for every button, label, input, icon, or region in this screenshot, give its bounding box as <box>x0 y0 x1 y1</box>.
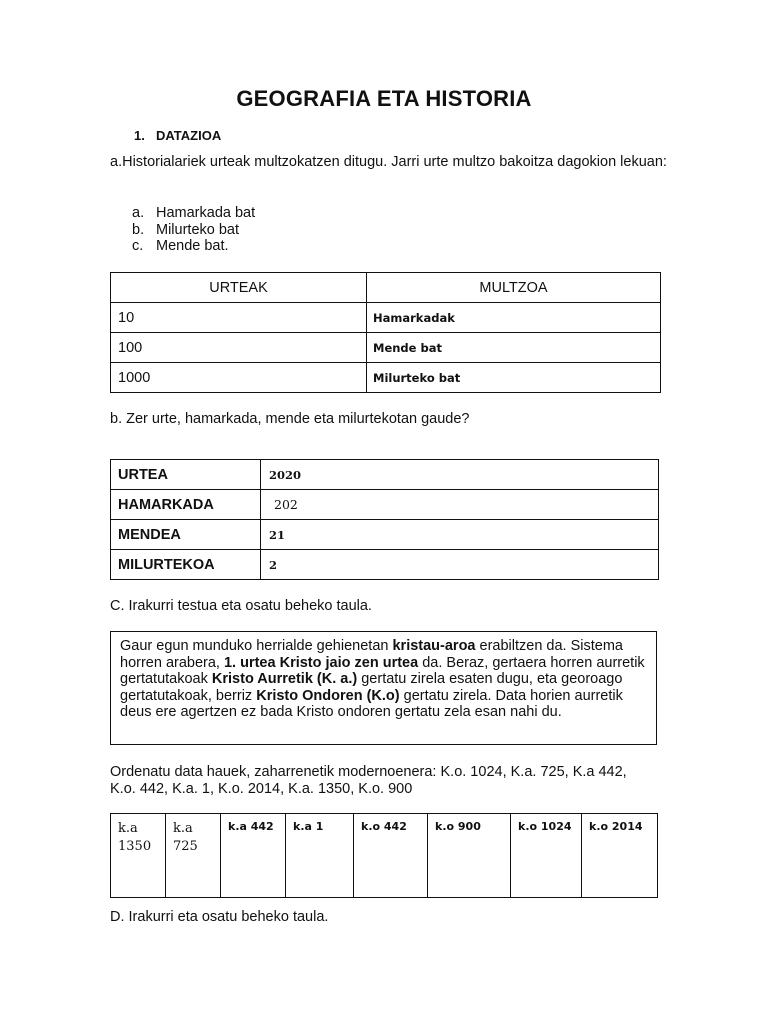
years-cell: 1000 <box>111 363 367 393</box>
date-cell[interactable]: k.o 2014 <box>582 814 658 898</box>
page-title: GEOGRAFIA ETA HISTORIA <box>236 86 532 111</box>
list-item: c. Mende bat. <box>132 238 229 254</box>
answer-cell[interactable]: 2 <box>261 550 659 580</box>
instruction-d: D. Irakurri eta osatu beheko taula. <box>110 909 329 925</box>
date-cell[interactable]: k.o 1024 <box>511 814 582 898</box>
table-row <box>111 460 659 490</box>
date-cell[interactable]: k.a 1 <box>286 814 354 898</box>
date-cell[interactable]: k.a 1350 <box>111 814 166 898</box>
table-row <box>111 303 661 333</box>
intro-a: a.Historialariek urteak multzokatzen ditugu. Jarri urte multzo bakoitza dagokion lekuan: <box>110 154 667 170</box>
table-header-row <box>111 273 661 303</box>
instruction-c: C. Irakurri testua eta osatu beheko taula. <box>110 598 372 614</box>
row-label: MILURTEKOA <box>111 550 261 580</box>
date-cell[interactable]: k.a 725 <box>166 814 221 898</box>
group-cell[interactable]: Mende bat <box>367 333 661 363</box>
years-groups-table <box>110 272 661 393</box>
order-dates-table <box>110 813 658 898</box>
list-item: a. Hamarkada bat <box>132 205 256 221</box>
group-cell[interactable]: Milurteko bat <box>367 363 661 393</box>
answer-cell[interactable]: 2020 <box>261 460 659 490</box>
date-cell[interactable]: k.o 900 <box>428 814 511 898</box>
row-label: MENDEA <box>111 520 261 550</box>
section-heading-text: DATAZIOA <box>156 128 222 143</box>
answer-cell[interactable]: 21 <box>261 520 659 550</box>
question-b: b. Zer urte, hamarkada, mende eta milurtekotan gaude? <box>110 411 470 427</box>
table-row <box>111 550 659 580</box>
column-header-years: URTEAK <box>111 273 367 303</box>
table-row <box>111 814 658 898</box>
order-instruction: Ordenatu data hauek, zaharrenetik modernoenera: K.o. 1024, K.a. 725, K.a 442, K.o. 442, K.a. 1, K.o. 2014, K.a. 1350, K.o. 900 <box>110 764 627 797</box>
row-label: URTEA <box>111 460 261 490</box>
table-row <box>111 333 661 363</box>
years-cell: 10 <box>111 303 367 333</box>
row-label: HAMARKADA <box>111 490 261 520</box>
table-row <box>111 363 661 393</box>
list-item: b. Milurteko bat <box>132 221 240 238</box>
column-header-group: MULTZOA <box>367 273 661 303</box>
date-cell[interactable]: k.a 442 <box>221 814 286 898</box>
date-cell[interactable]: k.o 442 <box>354 814 428 898</box>
answer-cell[interactable]: 202 <box>261 490 659 520</box>
current-time-table <box>110 459 659 580</box>
section-heading <box>134 128 221 143</box>
reading-textbox: Gaur egun munduko herrialde gehienetan kristau-aroa erabiltzen da. Sistema horren arabera, 1. urtea Kristo jaio zen urtea da. Beraz, gertaera horren aurretik gertatutakoak Kristo Aurretik (K. a.) gertatu zirela esaten dugu, eta georoago gertatutakoak, berriz Kristo Ondoren (K.o) gertatu zirela. Data horien aurretik deus ere agertzen ez bada Kristo ondoren gertatu zela esan nahi du. <box>110 631 657 745</box>
section-number: 1. <box>134 128 145 143</box>
options-list <box>132 205 255 255</box>
table-row <box>111 490 659 520</box>
years-cell: 100 <box>111 333 367 363</box>
table-row <box>111 520 659 550</box>
group-cell[interactable]: Hamarkadak <box>367 303 661 333</box>
